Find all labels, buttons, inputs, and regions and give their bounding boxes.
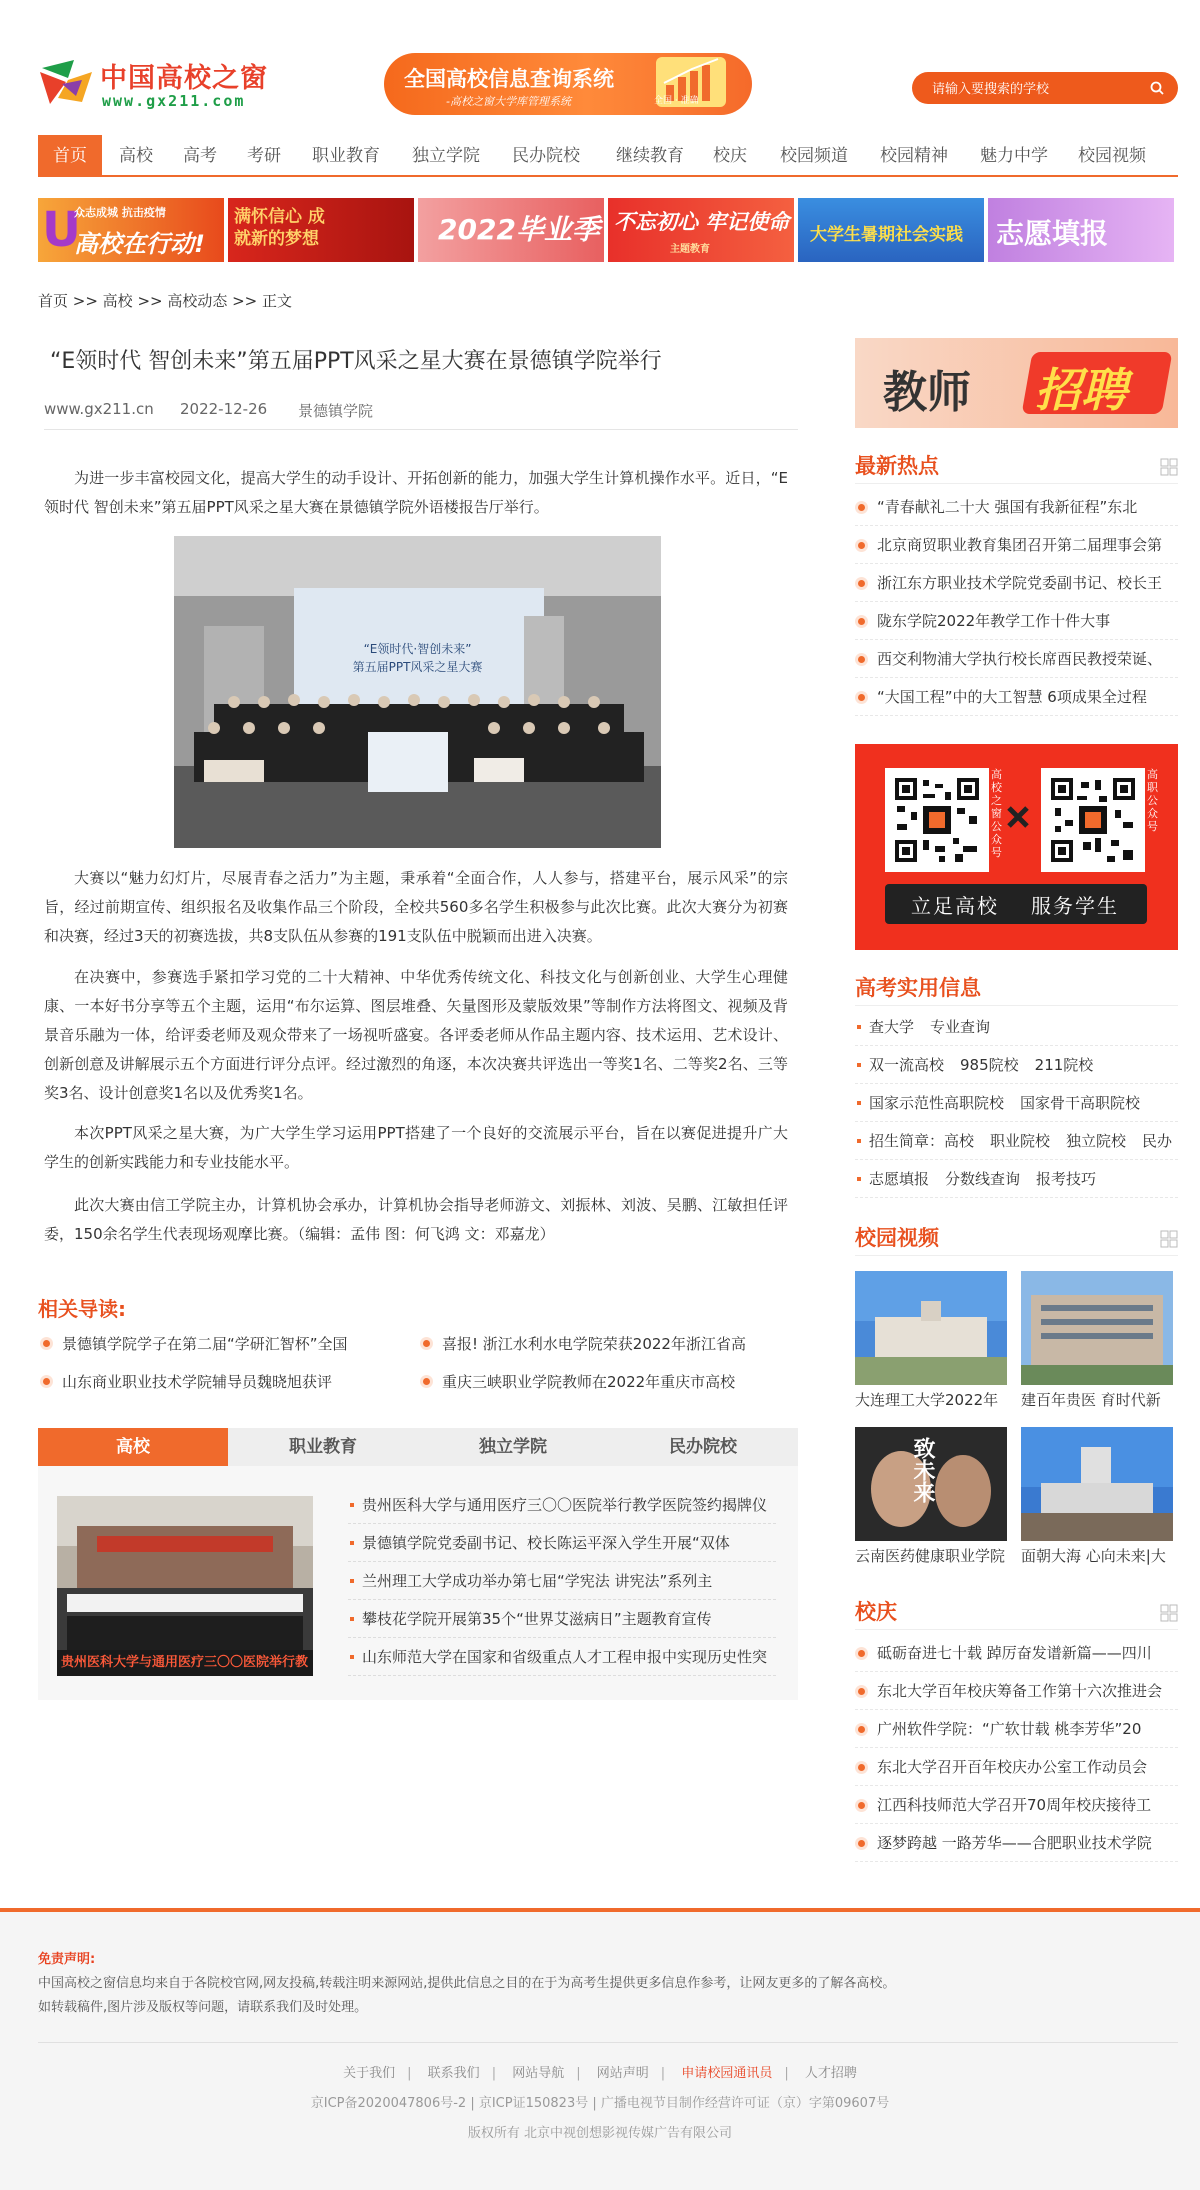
banner-ad-4-text: 不忘初心 牢记使命 <box>614 210 790 234</box>
qr-label-a: 高校之窗公众号 <box>991 768 1002 859</box>
campus-video-title: 校园视频 <box>855 1226 939 1250</box>
footer-links: 关于我们 | 联系我们 | 网站导航 | 网站声明 | 申请校园通讯员 | 人才招聘 <box>343 2066 857 2081</box>
search-box <box>912 72 1178 104</box>
qr-label-b: 高职公众号 <box>1147 768 1158 833</box>
search-input[interactable] <box>932 78 1142 98</box>
tab-news-item[interactable]: 攀枝花学院开展第35个“世界艾滋病日”主题教育宣传 <box>348 1600 776 1638</box>
recruit-text-b: 招聘 <box>1035 363 1127 417</box>
anniversary-item[interactable]: 广州软件学院：“广软廿载 桃李芳华”20 <box>855 1710 1178 1748</box>
banner-ad-4[interactable] <box>608 198 794 262</box>
article-paragraph: 为进一步丰富校园文化，提高大学生的动手设计、开拓创新的能力，加强大学生计算机操作水平。近日，“E领时代 智创未来”第五届PPT风采之星大赛在景德镇学院外语楼报告厅举行。 <box>44 469 788 516</box>
video-thumbnail <box>855 1271 1007 1385</box>
photo-banner-line-2: 第五届PPT风采之星大赛 <box>352 660 483 674</box>
campus-video-heading <box>855 1222 1178 1256</box>
related-link[interactable]: 喜报! 浙江水利水电学院荣获2022年浙江省高 <box>420 1333 746 1354</box>
logo-text-cn: 中国高校之窗 <box>100 63 268 94</box>
more-grid-icon[interactable] <box>1160 1230 1178 1248</box>
nav-item-campus-video[interactable]: 校园视频 <box>1078 146 1146 166</box>
gaokao-info-row <box>855 1046 1178 1084</box>
video-thumbnail <box>855 1427 1007 1541</box>
footer-divider <box>38 2042 1178 2043</box>
icp-info: 京ICP备2020047806号-2 | 京ICP证150823号 | 广播电视节目制作经营许可证（京）字第09607号 <box>310 2096 890 2111</box>
gaokao-info-row <box>855 1084 1178 1122</box>
footer-link-sitemap[interactable]: 网站导航 <box>512 2066 565 2081</box>
teacher-recruit-banner[interactable] <box>855 338 1178 428</box>
tab-bar <box>38 1428 798 1466</box>
hot-news-title: 最新热点 <box>855 454 939 478</box>
related-link[interactable]: 山东商业职业技术学院辅导员魏晓旭获评 <box>40 1371 332 1392</box>
query-banner-tags: 全国 · 准确 <box>654 96 699 106</box>
gaokao-link[interactable]: 报考技巧 <box>1036 1170 1097 1188</box>
nav-item-private[interactable]: 民办院校 <box>512 146 580 166</box>
video-thumbnail <box>1021 1427 1173 1541</box>
article-title: “E领时代 智创未来”第五届PPT风采之星大赛在景德镇学院举行 <box>50 349 662 374</box>
gaokao-link[interactable]: 专业查询 <box>930 1018 991 1036</box>
tab-vocational[interactable]: 职业教育 <box>289 1437 357 1457</box>
video-card[interactable] <box>1021 1427 1173 1571</box>
anniversary-item[interactable]: 东北大学召开百年校庆办公室工作动员会 <box>855 1748 1178 1786</box>
footer-link-contact[interactable]: 联系我们 <box>427 2066 480 2081</box>
gaokao-link[interactable]: 招生简章：高校 <box>869 1132 975 1150</box>
disclaimer-text: 中国高校之窗信息均来自于各院校官网,网友投稿,转载注明来源网站,提供此信息之目的在于为高考生提供更多信息作参考，让网友更多的了解各高校。 <box>38 1976 896 1991</box>
nav-item-gaokao[interactable]: 高考 <box>183 146 217 166</box>
campus-building-image <box>1021 1427 1173 1541</box>
tab-featured-caption: 贵州医科大学与通用医疗三〇〇医院举行教 <box>57 1650 313 1676</box>
tab-news-item[interactable]: 山东师范大学在国家和省级重点人才工程申报中实现历史性突 <box>348 1638 776 1676</box>
article-source: www.gx211.cn <box>44 400 154 418</box>
query-system-banner[interactable] <box>384 53 752 115</box>
tab-colleges[interactable]: 高校 <box>38 1428 228 1466</box>
cross-icon <box>1005 804 1031 830</box>
video-card[interactable] <box>1021 1271 1173 1415</box>
banner-ad-1-text: 高校在行动! <box>74 230 205 258</box>
anniversary-item[interactable]: 东北大学百年校庆筹备工作第十六次推进会 <box>855 1672 1178 1710</box>
disclaimer-text: 如转载稿件,图片涉及版权等问题，请联系我们及时处理。 <box>38 2000 368 2015</box>
video-overlay-text: 致未来 <box>910 1437 935 1503</box>
gaokao-link[interactable]: 双一流高校 <box>869 1056 945 1074</box>
more-grid-icon[interactable] <box>1160 458 1178 476</box>
nav-item-colleges[interactable]: 高校 <box>119 146 153 166</box>
article-paragraph: 本次PPT风采之星大赛，为广大学生学习运用PPT搭建了一个良好的交流展示平台，旨在以赛促进提升广大学生的创新实践能力和专业技能水平。 <box>44 1124 788 1171</box>
banner-ad-4-sub: 主题教育 <box>670 244 710 255</box>
site-footer <box>0 1908 1200 2190</box>
footer-link-statement[interactable]: 网站声明 <box>596 2066 649 2081</box>
breadcrumb[interactable]: 首页 >> 高校 >> 高校动态 >> 正文 <box>38 292 293 310</box>
qr-code-banner <box>855 744 1178 950</box>
video-caption: 面朝大海 心向未来|大 <box>1021 1547 1166 1565</box>
nav-item-independent[interactable]: 独立学院 <box>412 146 480 166</box>
article-meta <box>44 398 798 430</box>
banner-ad-3-text: 2022毕业季 <box>438 213 600 246</box>
nav-item-campus-channel[interactable]: 校园频道 <box>780 146 848 166</box>
logo-mark-icon <box>38 58 94 108</box>
gaokao-link[interactable]: 国家示范性高职院校 <box>869 1094 1005 1112</box>
hot-news-item[interactable]: “青春献礼二十大 强国有我新征程”东北 <box>855 488 1178 526</box>
qr-slogan-a: 立足高校 <box>911 894 999 918</box>
banner-ad-6[interactable] <box>988 198 1174 262</box>
main-nav <box>38 135 1178 177</box>
gaokao-link[interactable]: 985院校 <box>960 1056 1019 1074</box>
photo-banner-line-1: “E领时代·智创未来” <box>363 642 472 656</box>
logo-text-en: www.gx211.com <box>102 92 246 110</box>
query-banner-subtitle: -高校之窗大学库管理系统 <box>446 95 571 108</box>
gaokao-link[interactable]: 国家骨干高职院校 <box>1020 1094 1141 1112</box>
qr-code-icon <box>1049 776 1137 864</box>
banner-ad-3[interactable] <box>418 198 604 262</box>
group-photo-image <box>57 1496 313 1676</box>
banner-ad-5[interactable] <box>798 198 984 262</box>
related-link[interactable]: 重庆三峡职业学院教师在2022年重庆市高校 <box>420 1371 735 1392</box>
anniversary-item[interactable]: 江西科技师范大学召开70周年校庆接待工 <box>855 1786 1178 1824</box>
gaokao-info-title: 高考实用信息 <box>855 976 981 1000</box>
qr-code-icon <box>893 776 981 864</box>
anniversary-item[interactable]: 砥砺奋进七十载 踔厉奋发谱新篇——四川 <box>855 1634 1178 1672</box>
article-paragraph: 此次大赛由信工学院主办，计算机协会承办，计算机协会指导老师游文、刘振林、刘波、吴鹏、江敏担任评委，150余名学生代表现场观摩比赛。（编辑：孟伟 图：何飞鸿 文：邓嘉龙） <box>44 1196 788 1243</box>
banner-ad-5-text: 大学生暑期社会实践 <box>810 225 963 245</box>
nav-item-kaoyan[interactable]: 考研 <box>247 146 281 166</box>
tab-independent[interactable]: 独立学院 <box>479 1437 547 1457</box>
nav-item-middle-school[interactable]: 魅力中学 <box>980 146 1048 166</box>
gaokao-link[interactable]: 独立院校 <box>1066 1132 1127 1150</box>
anniversary-heading <box>855 1596 1178 1630</box>
hot-news-item[interactable]: 浙江东方职业技术学院党委副书记、校长王 <box>855 564 1178 602</box>
hot-news-item[interactable]: 陇东学院2022年教学工作十件大事 <box>855 602 1178 640</box>
nav-item-vocational[interactable]: 职业教育 <box>312 146 380 166</box>
event-photo-image <box>174 536 661 848</box>
article-date: 2022-12-26 <box>180 400 268 418</box>
related-heading: 相关导读: <box>38 1297 126 1321</box>
copyright: 版权所有 北京中视创想影视传媒广告有限公司 <box>467 2126 733 2141</box>
tab-private[interactable]: 民办院校 <box>669 1437 737 1457</box>
anniversary-item[interactable]: 逐梦跨越 一路芳华——合肥职业技术学院 <box>855 1824 1178 1862</box>
article-paragraph: 大赛以“魅力幻灯片，尽展青春之活力”为主题，秉承着“全面合作，人人参与，搭建平台，展示风采”的宗旨，经过前期宣传、组织报名及收集作品三个阶段，全校共560多名学生积极参与此次比赛。此次大赛分为初赛和决赛，经过3天的初赛选拔，共8支队伍从参赛的191支队伍中脱颖而出进入决赛。 <box>44 869 788 945</box>
article-school: 景德镇学院 <box>298 402 374 420</box>
gaokao-link[interactable]: 查大学 <box>869 1018 915 1036</box>
anniversary-title: 校庆 <box>855 1600 897 1624</box>
search-icon[interactable] <box>1150 81 1164 95</box>
gaokao-info-heading <box>855 972 1178 1006</box>
gaokao-info-row <box>855 1122 1178 1160</box>
news-tab-box <box>38 1428 798 1700</box>
gaokao-info-row <box>855 1008 1178 1046</box>
gaokao-link[interactable]: 民办 <box>1142 1132 1173 1150</box>
qr-slogan-bar <box>885 884 1147 924</box>
article-photo <box>174 536 661 848</box>
related-link[interactable]: 景德镇学院学子在第二届“学研汇智杯”全国 <box>40 1333 348 1354</box>
banner-ad-1[interactable]: U 众志成城 抗击疫情 高校在行动! <box>38 198 224 262</box>
footer-link-correspondent[interactable]: 申请校园通讯员 <box>681 2066 773 2081</box>
hot-news-item[interactable]: 北京商贸职业教育集团召开第二届理事会第 <box>855 526 1178 564</box>
qr-code-b <box>1041 768 1145 872</box>
campus-building-image <box>855 1271 1007 1385</box>
banner-ad-1-sub: 众志成城 抗击疫情 <box>74 206 166 219</box>
hot-news-heading <box>855 450 1178 484</box>
nav-item-campus-spirit[interactable]: 校园精神 <box>880 146 948 166</box>
article-paragraph: 在决赛中，参赛选手紧扣学习党的二十大精神、中华优秀传统文化、科技文化与创新创业、大学生心理健康、一本好书分享等五个主题，运用“布尔运算、图层堆叠、矢量图形及蒙版效果”等制作方法将图文、视频及背景音乐融为一体，给评委老师及观众带来了一场视听盛宴。各评委老师从作品主题内容、技术运用、艺术设计、创新创意及讲解展示五个方面进行评分点评。经过激烈的角逐，本次决赛共评选出一等奖1名、二等奖2名、三等奖3名、设计创意奖1名以及优秀奖1名。 <box>44 968 788 1102</box>
video-card[interactable] <box>855 1427 1007 1571</box>
video-card[interactable] <box>855 1271 1007 1415</box>
hot-news-item[interactable]: “大国工程”中的大工智慧 6项成果全过程 <box>855 678 1178 716</box>
gaokao-link[interactable]: 志愿填报 <box>869 1170 930 1188</box>
tab-news-item[interactable]: 兰州理工大学成功举办第七届“学宪法 讲宪法”系列主 <box>348 1562 776 1600</box>
footer-link-jobs[interactable]: 人才招聘 <box>804 2066 857 2081</box>
video-caption: 云南医药健康职业学院 <box>855 1547 1006 1565</box>
hot-news-item[interactable]: 西交利物浦大学执行校长席酉民教授荣诞、 <box>855 640 1178 678</box>
banner-ad-6-text: 志愿填报 <box>996 217 1109 250</box>
tab-news-item[interactable]: 贵州医科大学与通用医疗三〇〇医院举行教学医院签约揭牌仪 <box>348 1486 776 1524</box>
query-banner-title: 全国高校信息查询系统 <box>404 67 614 91</box>
video-caption: 建百年贵医 育时代新 <box>1021 1391 1161 1409</box>
gaokao-link[interactable]: 211院校 <box>1034 1056 1094 1074</box>
tab-news-item[interactable]: 景德镇学院党委副书记、校长陈运平深入学生开展“双体 <box>348 1524 776 1562</box>
gaokao-info-row <box>855 1160 1178 1198</box>
nav-item-continuing[interactable]: 继续教育 <box>616 146 684 166</box>
banner-ad-2[interactable] <box>228 198 414 262</box>
banner-ad-2-text: 满怀信心 成就新的梦想 <box>234 207 325 249</box>
gaokao-link[interactable]: 分数线查询 <box>945 1170 1021 1188</box>
more-grid-icon[interactable] <box>1160 1604 1178 1622</box>
qr-slogan-b: 服务学生 <box>1031 894 1119 918</box>
site-logo[interactable] <box>38 52 268 114</box>
nav-item-home[interactable]: 首页 <box>38 135 102 177</box>
footer-link-about[interactable]: 关于我们 <box>343 2066 396 2081</box>
video-caption: 大连理工大学2022年 <box>855 1391 999 1409</box>
gaokao-link[interactable]: 职业院校 <box>990 1132 1051 1150</box>
campus-building-image <box>1021 1271 1173 1385</box>
disclaimer-heading: 免责声明: <box>38 1952 96 1967</box>
recruit-text-a: 教师 <box>883 367 971 418</box>
tab-featured-image[interactable] <box>57 1496 313 1676</box>
qr-code-a <box>885 768 989 872</box>
video-thumbnail <box>1021 1271 1173 1385</box>
nav-item-anniversary[interactable]: 校庆 <box>713 146 747 166</box>
